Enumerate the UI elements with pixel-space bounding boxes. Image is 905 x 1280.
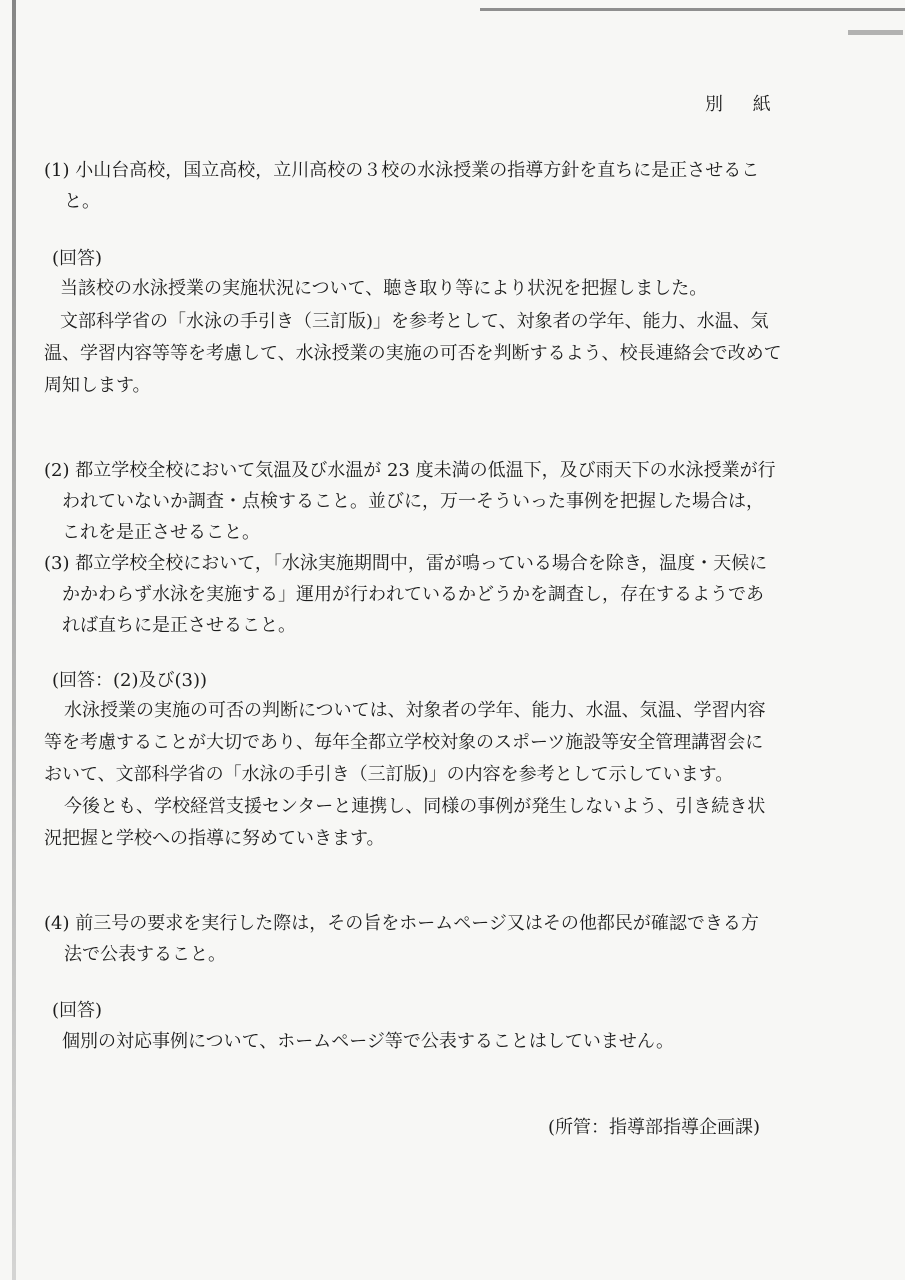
scan-edge-left [12,0,16,1280]
scan-mark-right [848,30,903,35]
request-line: かかわらず水泳を実施する」運用が行われているかどうかを調査し，存在するようであ [62,584,764,605]
request-line: これを是正させること。 [62,522,260,543]
answer-line: 当該校の水泳授業の実施状況について、聴き取り等により状況を把握しました。 [60,278,708,299]
document-label: 別 紙 [705,94,783,115]
answer-line: 文部科学省の「水泳の手引き（三訂版)」を参考として、対象者の学年、能力、水温、気 [60,311,769,332]
answer-line: 水泳授業の実施の可否の判断については、対象者の学年、能力、水温、気温、学習内容 [64,700,766,721]
footer-department: (所管：指導部指導企画課) [548,1117,761,1138]
answer-line: 況把握と学校への指導に努めていきます。 [44,828,385,849]
request-line: れば直ちに是正させること。 [62,615,296,636]
answer-line: おいて、文部科学省の「水泳の手引き（三訂版)」の内容を参考として示しています。 [44,764,734,785]
request-line: と。 [64,191,100,212]
answer-line: 温、学習内容等等を考慮して、水泳授業の実施の可否を判断するよう、校長連絡会で改めて [44,343,782,364]
answer-heading: (回答) [52,1000,103,1021]
answer-heading: (回答：(2)及び(3)) [52,670,208,691]
answer-heading: (回答) [52,248,103,269]
request-line: (3) 都立学校全校において，「水泳実施期間中，雷が鳴っている場合を除き，温度・天候に [44,553,768,574]
request-line: われていないか調査・点検すること。並びに，万一そういった事例を把握した場合は， [62,491,764,512]
request-line: (4) 前三号の要求を実行した際は，その旨をホームページ又はその他都民が確認できる方 [44,913,759,934]
request-line: (2) 都立学校全校において気温及び水温が 23 度未満の低温下，及び雨天下の水泳授業が行 [44,460,776,481]
answer-line: 個別の対応事例について、ホームページ等で公表することはしていません。 [62,1031,674,1052]
answer-line: 周知します。 [44,375,151,396]
request-line: 法で公表すること。 [64,944,226,965]
answer-line: 等を考慮することが大切であり、毎年全都立学校対象のスポーツ施設等安全管理講習会に [44,732,764,753]
scan-edge-top [480,8,905,11]
answer-line: 今後とも、学校経営支援センターと連携し、同様の事例が発生しないよう、引き続き状 [64,796,766,817]
request-line: (1) 小山台高校，国立高校，立川高校の３校の水泳授業の指導方針を直ちに是正させるこ [44,160,760,181]
